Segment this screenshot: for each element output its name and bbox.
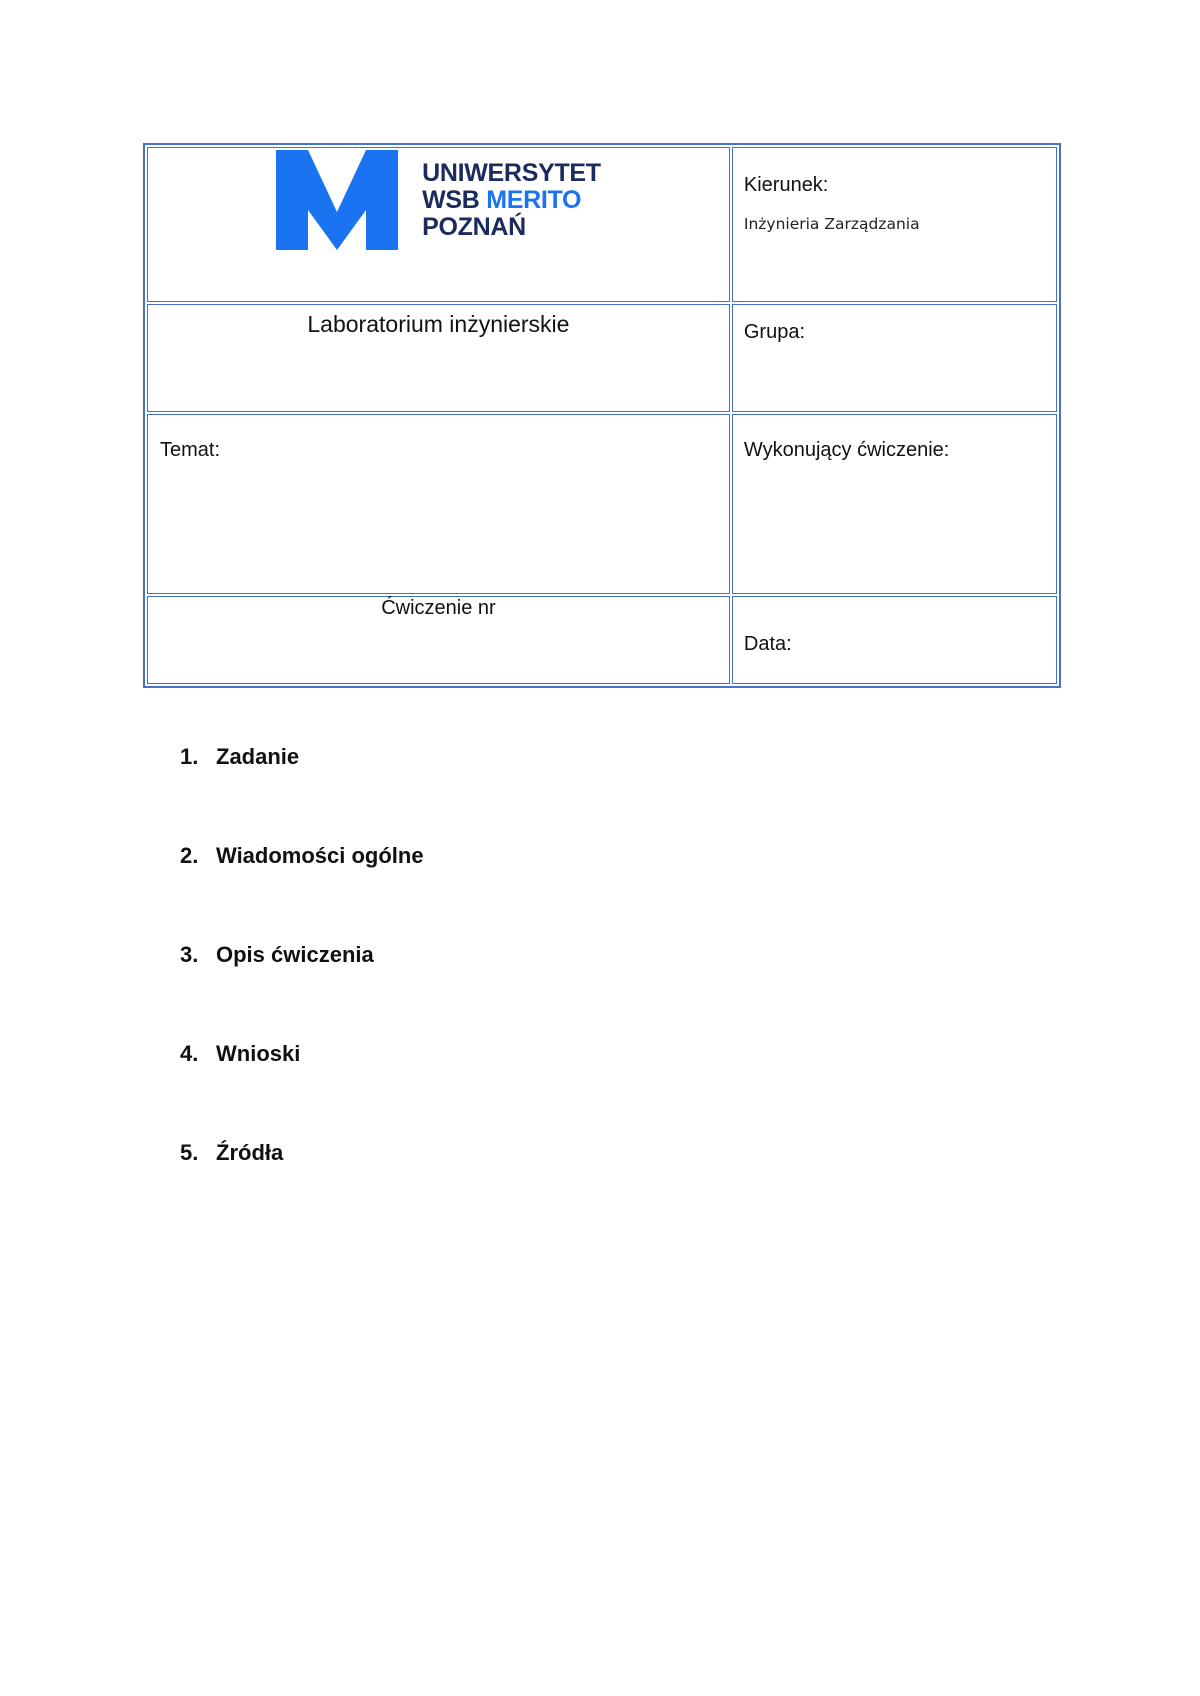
section-item — [180, 843, 424, 942]
section-number: 5. — [180, 1140, 199, 1165]
temat-cell — [147, 414, 730, 594]
section-item — [180, 1041, 424, 1140]
temat-label: Temat: — [160, 439, 221, 461]
logo-wordmark — [422, 160, 601, 241]
merito-m-logo-icon — [276, 150, 398, 250]
section-title: Wnioski — [216, 1041, 301, 1066]
wykonujacy-cell — [732, 414, 1057, 594]
section-number: 3. — [180, 942, 199, 967]
section-number: 1. — [180, 744, 199, 769]
header-row-exercise — [147, 596, 1057, 684]
cwiczenie-label: Ćwiczenie nr — [381, 597, 496, 619]
logo-line-2: WSB MERITO — [422, 185, 582, 214]
logo-accent: MERITO — [486, 185, 582, 214]
section-title: Wiadomości ogólne — [216, 843, 424, 868]
section-list — [180, 744, 424, 1239]
university-logo — [148, 148, 729, 250]
section-title: Źródła — [216, 1140, 284, 1165]
section-item — [180, 744, 424, 843]
section-title: Zadanie — [216, 744, 300, 769]
kierunek-cell — [732, 147, 1057, 302]
header-row-topic — [147, 414, 1057, 594]
section-item — [180, 942, 424, 1041]
logo-cell — [147, 147, 730, 302]
data-cell — [732, 596, 1057, 684]
data-label: Data: — [743, 633, 792, 655]
grupa-cell — [732, 304, 1057, 412]
wykonujacy-label: Wykonujący ćwiczenie: — [743, 439, 950, 461]
section-number: 4. — [180, 1041, 199, 1066]
header-table — [143, 143, 1061, 688]
lab-title: Laboratorium inżynierskie — [307, 311, 570, 337]
section-title: Opis ćwiczenia — [216, 942, 374, 967]
kierunek-label: Kierunek: — [743, 174, 829, 196]
logo-line-3: POZNAŃ — [422, 212, 526, 241]
grupa-label: Grupa: — [743, 321, 806, 343]
lab-title-cell — [147, 304, 730, 412]
header-row-logo — [147, 147, 1057, 302]
section-item — [180, 1140, 424, 1239]
header-row-title — [147, 304, 1057, 412]
kierunek-value: Inżynieria Zarządzania — [743, 215, 920, 233]
logo-line-1: UNIWERSYTET — [422, 158, 601, 187]
cwiczenie-cell — [147, 596, 730, 684]
section-number: 2. — [180, 843, 199, 868]
